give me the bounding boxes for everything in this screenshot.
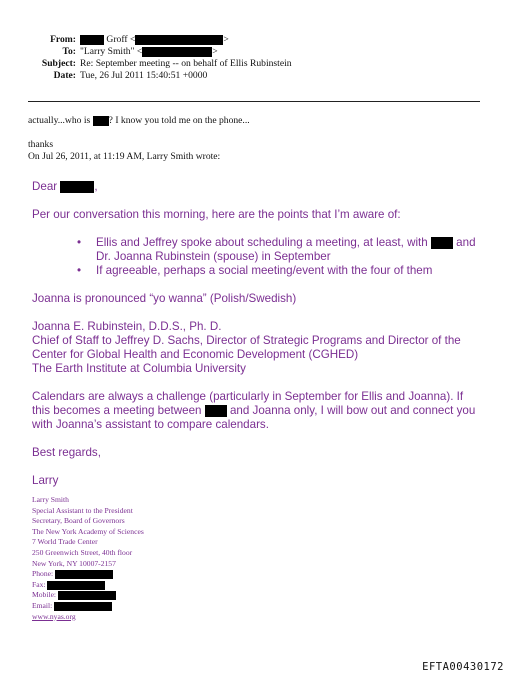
sig-block-line: The Earth Institute at Columbia University <box>32 362 246 375</box>
signature-line: Larry Smith <box>32 495 69 504</box>
email-label: Email: <box>32 600 53 610</box>
to-label: To: <box>62 46 76 57</box>
redaction-box <box>80 35 104 45</box>
subject-value: Re: September meeting -- on behalf of Ellis Rubinstein <box>80 58 292 69</box>
greeting-end: , <box>94 180 98 193</box>
redaction-box <box>47 581 105 590</box>
calendar-line <box>32 404 475 418</box>
redaction-box <box>142 47 212 57</box>
redaction-box <box>205 405 227 417</box>
from-name: Groff < <box>106 34 136 45</box>
calendar-line-start: this becomes a meeting between <box>32 404 202 417</box>
sig-block-line: Joanna E. Rubinstein, D.D.S., Ph. D. <box>32 320 222 333</box>
signature-line: Special Assistant to the President <box>32 505 133 515</box>
calendar-line-end: and Joanna only, I will bow out and connect you <box>229 404 476 417</box>
mobile-line <box>32 590 144 601</box>
reply-line-start: actually...who is <box>28 115 91 126</box>
signature-line: Secretary, Board of Governors <box>32 516 125 526</box>
fax-label: Fax: <box>32 579 46 589</box>
bullet-icon: • <box>77 236 82 249</box>
email-line <box>32 601 144 612</box>
greeting: Dear <box>32 180 58 193</box>
bullet-icon: • <box>77 264 82 277</box>
to-name: "Larry Smith" < <box>80 46 143 57</box>
sender-name: Larry <box>32 474 59 487</box>
sig-block-line: Center for Global Health and Economic Development (CGHED) <box>32 348 359 361</box>
redaction-box <box>60 181 94 193</box>
from-end: > <box>223 34 229 45</box>
redaction-box <box>54 602 112 611</box>
regards-line: Best regards, <box>32 446 101 459</box>
greeting-line <box>32 180 98 194</box>
phone-label: Phone: <box>32 569 54 579</box>
fax-line <box>32 580 144 591</box>
redaction-box <box>431 237 453 249</box>
bullet-item-2: If agreeable, perhaps a social meeting/event with the four of them <box>96 264 433 277</box>
header-divider <box>28 101 480 102</box>
signature-line: New York, NY 10007-2157 <box>32 558 116 568</box>
phone-line <box>32 569 144 580</box>
quote-intro: On Jul 26, 2011, at 11:19 AM, Larry Smith wrote: <box>28 151 221 162</box>
to-value <box>80 46 218 58</box>
calendar-line: Calendars are always a challenge (particularly in September for Ellis and Joanna). If <box>32 390 464 403</box>
redaction-box <box>93 116 109 126</box>
bullet-1-end: and <box>456 236 476 249</box>
redaction-box <box>55 570 113 579</box>
sig-block-line: Chief of Staff to Jeffrey D. Sachs, Director of Strategic Programs and Director of the <box>32 334 461 347</box>
mobile-label: Mobile: <box>32 590 57 600</box>
reply-text <box>28 115 250 163</box>
date-value: Tue, 26 Jul 2011 15:40:51 +0000 <box>80 70 208 81</box>
reply-line-end: ? I know you told me on the phone... <box>108 115 250 126</box>
intro-line: Per our conversation this morning, here are the points that I’m aware of: <box>32 208 401 221</box>
signature-line: 7 World Trade Center <box>32 537 98 547</box>
to-end: > <box>212 46 218 57</box>
from-label: From: <box>50 34 76 45</box>
signature-line: The New York Academy of Sciences <box>32 526 144 536</box>
bullet-item-1-cont: Dr. Joanna Rubinstein (spouse) in September <box>96 250 331 263</box>
redaction-box <box>58 591 116 600</box>
document-id: EFTA00430172 <box>422 661 504 673</box>
website-link[interactable]: www.nyas.org <box>32 611 76 621</box>
reply-thanks: thanks <box>28 139 54 150</box>
signature-line: 250 Greenwich Street, 40th floor <box>32 547 133 557</box>
from-value <box>80 34 229 46</box>
bullet-1-text: Ellis and Jeffrey spoke about scheduling a meeting, at least, with <box>96 236 428 249</box>
email-signature <box>32 495 144 622</box>
pronunciation-line: Joanna is pronounced “yo wanna” (Polish/Swedish) <box>32 292 297 305</box>
reply-line <box>28 115 250 127</box>
bullet-item-1 <box>96 236 476 250</box>
subject-label: Subject: <box>41 58 76 69</box>
redaction-box <box>135 35 223 45</box>
date-label: Date: <box>53 70 76 81</box>
calendar-line: with Joanna’s assistant to compare calendars. <box>32 418 269 431</box>
